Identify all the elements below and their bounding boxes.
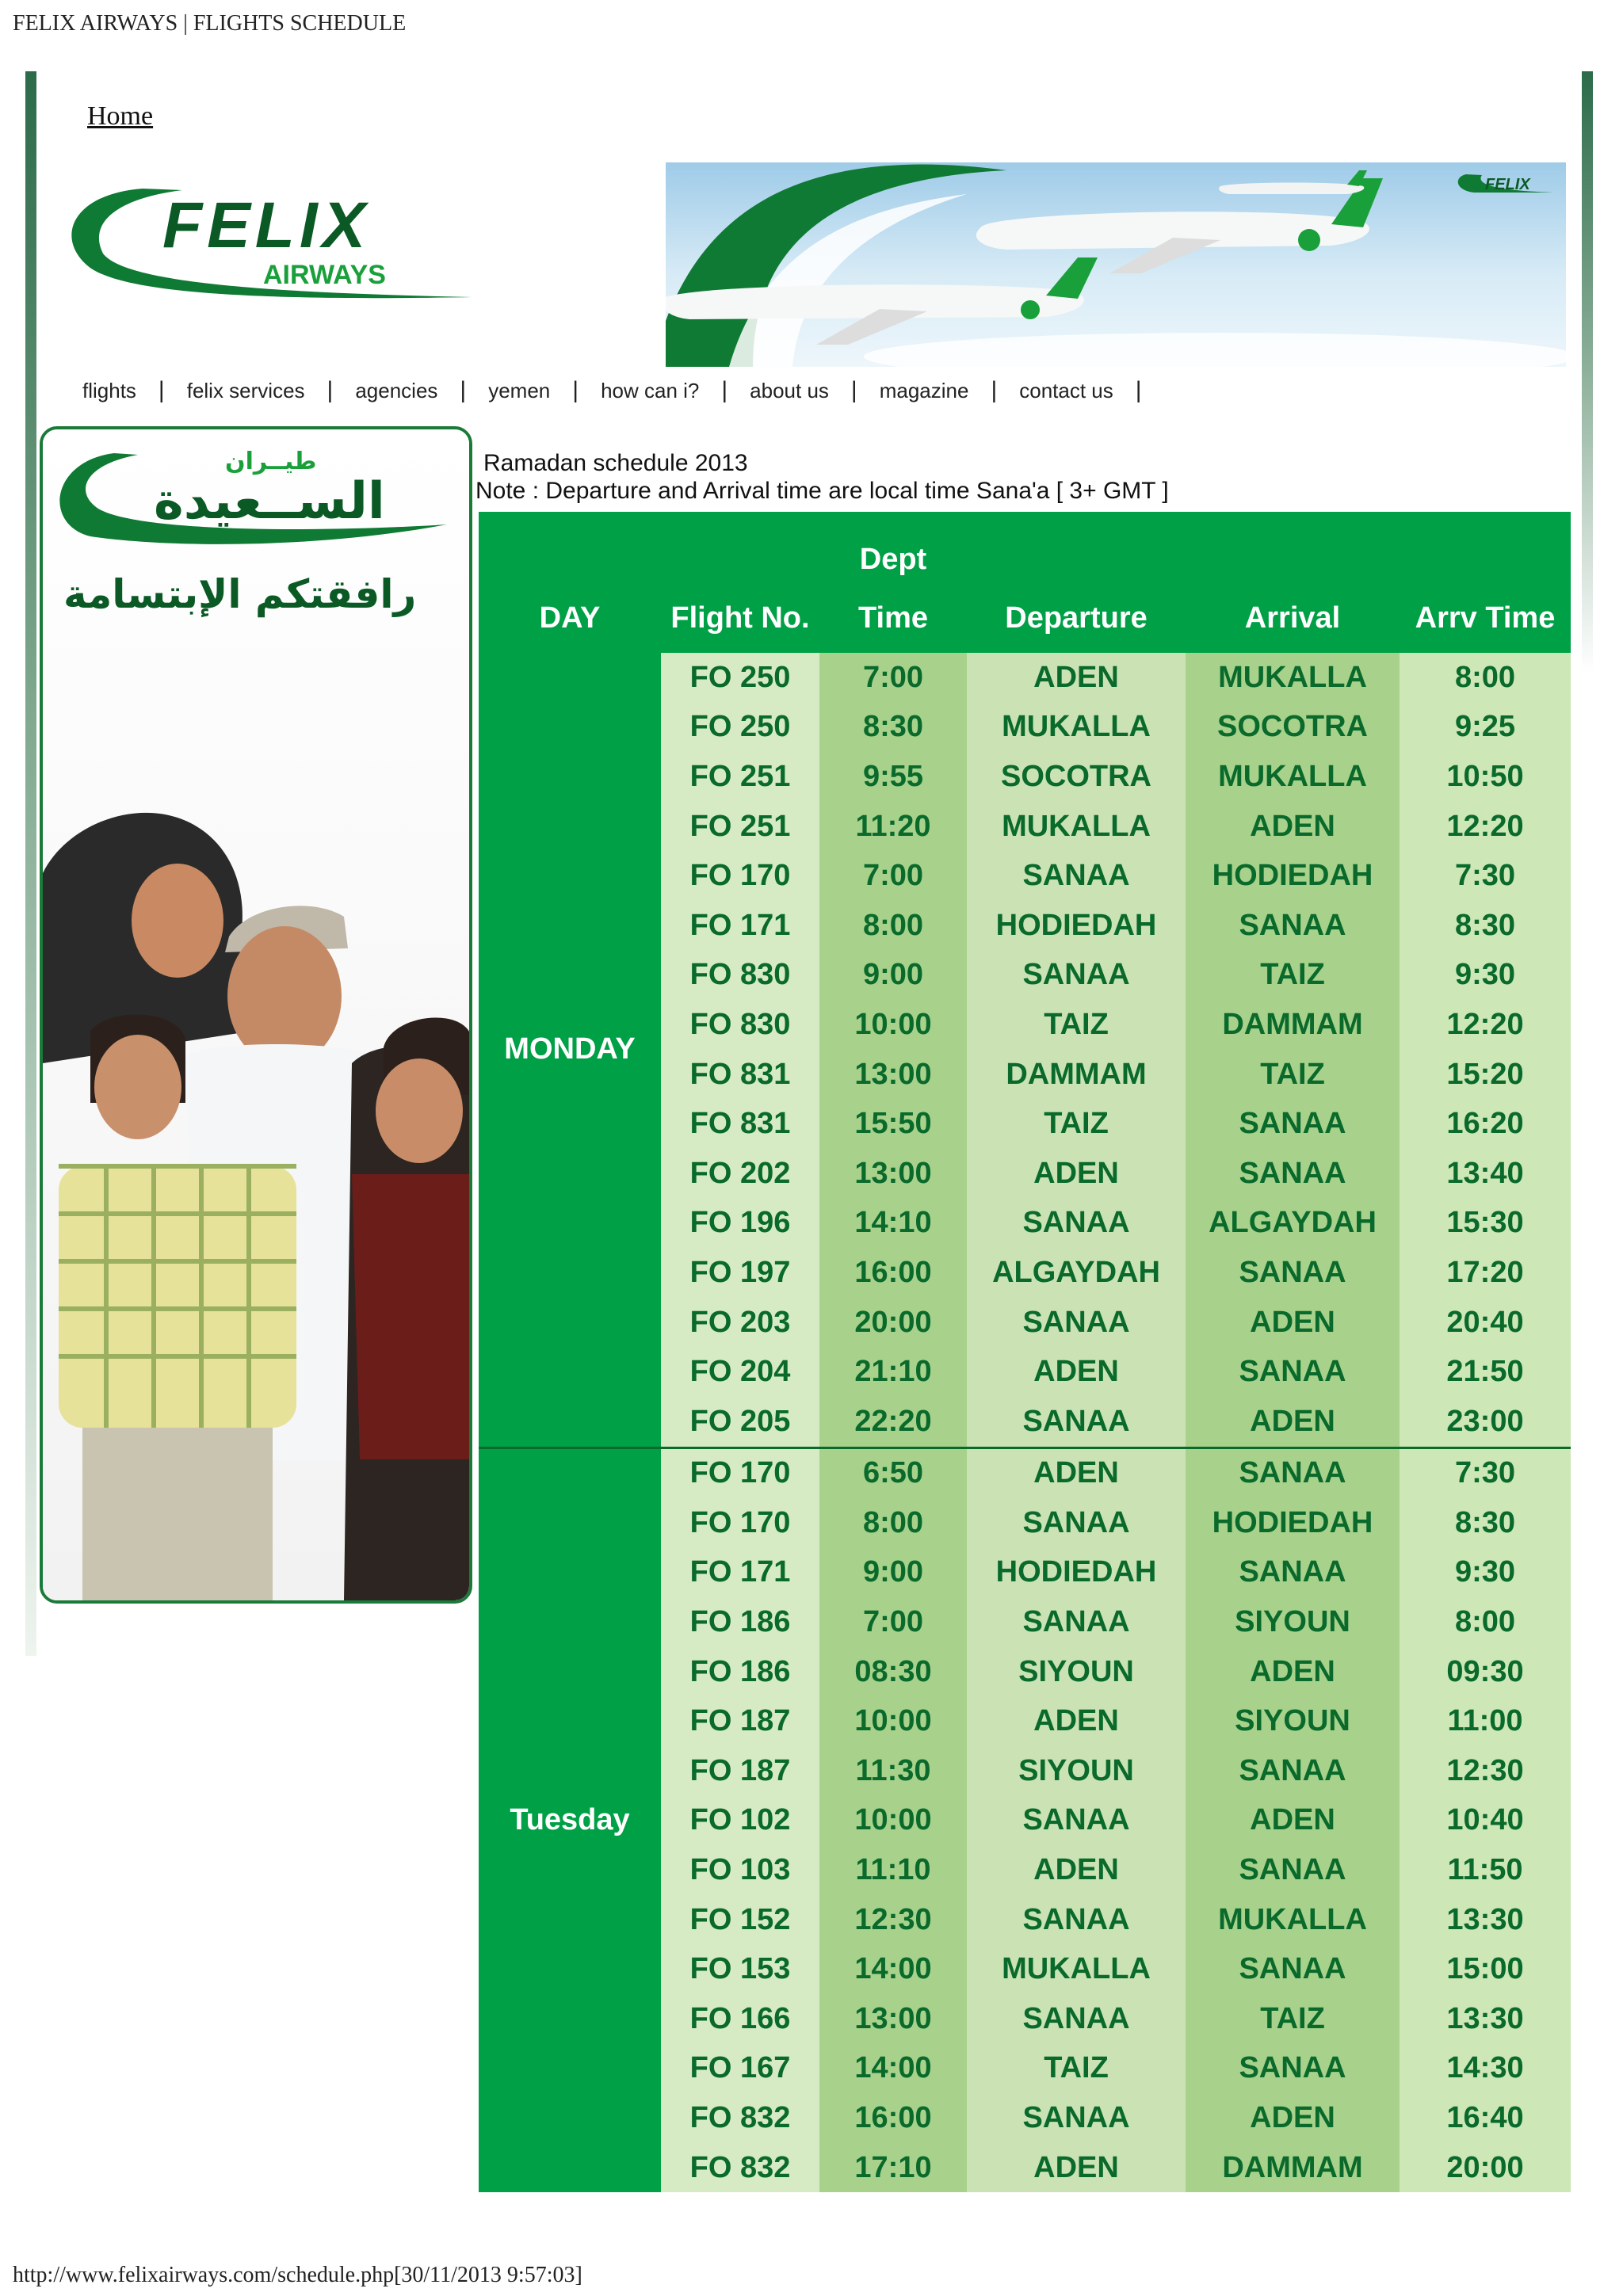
cell-time: 13:00 bbox=[819, 1994, 967, 2044]
cell-departure: ADEN bbox=[967, 1696, 1186, 1746]
cell-arrival: HODIEDAH bbox=[1186, 851, 1400, 901]
cell-flight-no: FO 103 bbox=[661, 1845, 819, 1895]
cell-departure: ADEN bbox=[967, 1845, 1186, 1895]
cell-arrv-time: 20:40 bbox=[1400, 1298, 1571, 1348]
cell-arrival: SANAA bbox=[1186, 1845, 1400, 1895]
cell-flight-no: FO 831 bbox=[661, 1099, 819, 1149]
cell-arrival: MUKALLA bbox=[1186, 653, 1400, 703]
cell-flight-no: FO 171 bbox=[661, 1548, 819, 1598]
schedule-note: Note : Departure and Arrival time are local time Sana'a [ 3+ GMT ] bbox=[475, 478, 1169, 504]
cell-arrival: SIYOUN bbox=[1186, 1597, 1400, 1647]
girl-face bbox=[376, 1058, 463, 1163]
cell-time: 13:00 bbox=[819, 1050, 967, 1100]
day-cell: MONDAY bbox=[479, 653, 661, 1447]
cell-departure: HODIEDAH bbox=[967, 901, 1186, 951]
cell-arrival: SANAA bbox=[1186, 2044, 1400, 2094]
cell-arrv-time: 8:00 bbox=[1400, 1597, 1571, 1647]
cell-arrv-time: 9:30 bbox=[1400, 951, 1571, 1001]
cell-flight-no: FO 830 bbox=[661, 951, 819, 1001]
cell-arrv-time: 15:00 bbox=[1400, 1944, 1571, 1994]
nav-separator: | bbox=[1135, 377, 1142, 403]
cell-arrv-time: 11:50 bbox=[1400, 1845, 1571, 1895]
nav-separator: | bbox=[158, 377, 165, 403]
cell-arrv-time: 12:20 bbox=[1400, 1000, 1571, 1050]
cell-arrival: SANAA bbox=[1186, 1347, 1400, 1397]
cell-flight-no: FO 203 bbox=[661, 1298, 819, 1348]
cell-time: 11:20 bbox=[819, 802, 967, 852]
header-cell bbox=[479, 512, 661, 583]
cell-flight-no: FO 153 bbox=[661, 1944, 819, 1994]
felix-logo[interactable] bbox=[55, 174, 483, 309]
cell-arrv-time: 21:50 bbox=[1400, 1347, 1571, 1397]
cell-departure: SANAA bbox=[967, 2093, 1186, 2143]
cell-flight-no: FO 196 bbox=[661, 1199, 819, 1249]
cell-flight-no: FO 197 bbox=[661, 1248, 819, 1298]
cell-departure: SOCOTRA bbox=[967, 752, 1186, 802]
cell-arrival: HODIEDAH bbox=[1186, 1498, 1400, 1548]
cell-arrv-time: 13:30 bbox=[1400, 1994, 1571, 2044]
boy-face bbox=[94, 1035, 181, 1139]
plane-distant-icon bbox=[1219, 170, 1367, 194]
woman-face bbox=[132, 864, 223, 978]
cell-departure: SANAA bbox=[967, 1199, 1186, 1249]
browser-header: FELIX AIRWAYS | FLIGHTS SCHEDULE bbox=[13, 11, 407, 36]
cell-flight-no: FO 250 bbox=[661, 703, 819, 753]
cell-arrival: SIYOUN bbox=[1186, 1696, 1400, 1746]
cell-time: 15:50 bbox=[819, 1099, 967, 1149]
cell-departure: ADEN bbox=[967, 2143, 1186, 2193]
cell-flight-no: FO 202 bbox=[661, 1149, 819, 1199]
header-arrv-time: Arrv Time bbox=[1400, 583, 1571, 653]
cell-arrv-time: 17:20 bbox=[1400, 1248, 1571, 1298]
cell-time: 17:10 bbox=[819, 2143, 967, 2193]
cell-departure: ADEN bbox=[967, 1347, 1186, 1397]
main-nav bbox=[82, 377, 1164, 404]
cell-flight-no: FO 170 bbox=[661, 1447, 819, 1498]
cell-departure: MUKALLA bbox=[967, 802, 1186, 852]
logo-name: FELIX bbox=[162, 189, 371, 261]
cell-arrv-time: 14:30 bbox=[1400, 2044, 1571, 2094]
cell-arrv-time: 8:30 bbox=[1400, 901, 1571, 951]
cell-arrv-time: 16:40 bbox=[1400, 2093, 1571, 2143]
cell-arrv-time: 15:30 bbox=[1400, 1199, 1571, 1249]
cell-arrival: DAMMAM bbox=[1186, 1000, 1400, 1050]
cell-departure: SIYOUN bbox=[967, 1746, 1186, 1796]
cell-time: 10:00 bbox=[819, 1000, 967, 1050]
cell-arrival: TAIZ bbox=[1186, 1050, 1400, 1100]
cell-time: 16:00 bbox=[819, 2093, 967, 2143]
cell-arrv-time: 10:50 bbox=[1400, 752, 1571, 802]
cell-arrv-time: 12:20 bbox=[1400, 802, 1571, 852]
cell-arrival: SANAA bbox=[1186, 1746, 1400, 1796]
cell-flight-no: FO 166 bbox=[661, 1994, 819, 2044]
nav-separator: | bbox=[572, 377, 579, 403]
nav-how-can-i[interactable]: how can i? bbox=[601, 378, 700, 402]
table-row bbox=[479, 653, 1571, 703]
cell-time: 9:00 bbox=[819, 951, 967, 1001]
header-flight-no: Flight No. bbox=[661, 583, 819, 653]
cell-flight-no: FO 170 bbox=[661, 851, 819, 901]
cell-arrival: SANAA bbox=[1186, 1447, 1400, 1498]
cell-time: 11:30 bbox=[819, 1746, 967, 1796]
cell-arrival: TAIZ bbox=[1186, 1994, 1400, 2044]
cell-arrival: SANAA bbox=[1186, 901, 1400, 951]
header-dept: Dept bbox=[819, 512, 967, 583]
nav-magazine[interactable]: magazine bbox=[879, 378, 969, 402]
cell-departure: MUKALLA bbox=[967, 703, 1186, 753]
cell-time: 08:30 bbox=[819, 1647, 967, 1697]
cell-departure: SANAA bbox=[967, 1397, 1186, 1447]
cell-time: 10:00 bbox=[819, 1696, 967, 1746]
header-cell bbox=[1400, 512, 1571, 583]
cell-departure: TAIZ bbox=[967, 2044, 1186, 2094]
schedule-title: Ramadan schedule 2013 bbox=[483, 450, 748, 476]
cell-time: 14:00 bbox=[819, 2044, 967, 2094]
cell-departure: DAMMAM bbox=[967, 1050, 1186, 1100]
cell-time: 12:30 bbox=[819, 1895, 967, 1945]
cell-flight-no: FO 186 bbox=[661, 1647, 819, 1697]
header-cell bbox=[1186, 512, 1400, 583]
cell-flight-no: FO 204 bbox=[661, 1347, 819, 1397]
cell-arrival: SANAA bbox=[1186, 1248, 1400, 1298]
logo-sub: AIRWAYS bbox=[263, 260, 386, 290]
cell-departure: SANAA bbox=[967, 1796, 1186, 1846]
cell-departure: ALGAYDAH bbox=[967, 1248, 1186, 1298]
cell-time: 8:30 bbox=[819, 703, 967, 753]
cell-arrival: ADEN bbox=[1186, 2093, 1400, 2143]
cell-departure: SANAA bbox=[967, 851, 1186, 901]
cell-arrv-time: 10:40 bbox=[1400, 1796, 1571, 1846]
nav-flights[interactable]: flights bbox=[82, 378, 136, 402]
cell-arrv-time: 8:30 bbox=[1400, 1498, 1571, 1548]
nav-contact-us[interactable]: contact us bbox=[1019, 378, 1113, 402]
cell-arrival: ADEN bbox=[1186, 1796, 1400, 1846]
cell-time: 7:00 bbox=[819, 653, 967, 703]
frame-right-border bbox=[1582, 71, 1593, 673]
cell-flight-no: FO 250 bbox=[661, 653, 819, 703]
cell-flight-no: FO 187 bbox=[661, 1696, 819, 1746]
nav-separator: | bbox=[460, 377, 467, 403]
header-departure: Departure bbox=[967, 583, 1186, 653]
header-time: Time bbox=[819, 583, 967, 653]
header-cell bbox=[967, 512, 1186, 583]
cell-time: 8:00 bbox=[819, 901, 967, 951]
banner-logo-text: FELIX bbox=[1485, 176, 1530, 193]
header-cell bbox=[661, 512, 819, 583]
header-banner bbox=[666, 162, 1566, 367]
cell-departure: TAIZ bbox=[967, 1099, 1186, 1149]
cell-departure: SANAA bbox=[967, 1994, 1186, 2044]
nav-yemen[interactable]: yemen bbox=[488, 378, 551, 402]
cell-time: 13:00 bbox=[819, 1149, 967, 1199]
cell-flight-no: FO 102 bbox=[661, 1796, 819, 1846]
cell-departure: SANAA bbox=[967, 1298, 1186, 1348]
cell-arrival: MUKALLA bbox=[1186, 752, 1400, 802]
header-arrival: Arrival bbox=[1186, 583, 1400, 653]
day-cell: Tuesday bbox=[479, 1447, 661, 2192]
nav-separator: | bbox=[327, 377, 334, 403]
cell-departure: MUKALLA bbox=[967, 1944, 1186, 1994]
cell-departure: SANAA bbox=[967, 1597, 1186, 1647]
nav-separator: | bbox=[991, 377, 998, 403]
cell-flight-no: FO 170 bbox=[661, 1498, 819, 1548]
cell-arrival: DAMMAM bbox=[1186, 2143, 1400, 2193]
promo-tagline: رافقتكم الإبتسامة bbox=[63, 571, 417, 617]
cell-arrival: ADEN bbox=[1186, 1397, 1400, 1447]
cell-departure: TAIZ bbox=[967, 1000, 1186, 1050]
nav-about-us[interactable]: about us bbox=[750, 378, 829, 402]
banner-logo bbox=[1458, 174, 1553, 193]
cell-time: 10:00 bbox=[819, 1796, 967, 1846]
cell-time: 7:00 bbox=[819, 851, 967, 901]
cell-arrv-time: 16:20 bbox=[1400, 1099, 1571, 1149]
cell-flight-no: FO 205 bbox=[661, 1397, 819, 1447]
cell-flight-no: FO 251 bbox=[661, 802, 819, 852]
cell-flight-no: FO 171 bbox=[661, 901, 819, 951]
cell-flight-no: FO 167 bbox=[661, 2044, 819, 2094]
cell-departure: ADEN bbox=[967, 653, 1186, 703]
cell-arrival: SANAA bbox=[1186, 1548, 1400, 1598]
cell-flight-no: FO 832 bbox=[661, 2093, 819, 2143]
cell-departure: SANAA bbox=[967, 951, 1186, 1001]
cell-time: 16:00 bbox=[819, 1248, 967, 1298]
cell-flight-no: FO 186 bbox=[661, 1597, 819, 1647]
nav-separator: | bbox=[850, 377, 857, 403]
cell-arrival: ADEN bbox=[1186, 1298, 1400, 1348]
cell-flight-no: FO 832 bbox=[661, 2143, 819, 2193]
cell-departure: ADEN bbox=[967, 1447, 1186, 1498]
schedule-table-wrap bbox=[479, 512, 1571, 2192]
cell-departure: SIYOUN bbox=[967, 1647, 1186, 1697]
cell-time: 9:55 bbox=[819, 752, 967, 802]
cell-flight-no: FO 830 bbox=[661, 1000, 819, 1050]
cell-arrival: MUKALLA bbox=[1186, 1895, 1400, 1945]
cell-time: 9:00 bbox=[819, 1548, 967, 1598]
cell-time: 14:00 bbox=[819, 1944, 967, 1994]
schedule-body bbox=[479, 653, 1571, 2192]
cell-departure: SANAA bbox=[967, 1498, 1186, 1548]
cell-arrival: ADEN bbox=[1186, 1647, 1400, 1697]
cell-arrv-time: 11:00 bbox=[1400, 1696, 1571, 1746]
cell-flight-no: FO 187 bbox=[661, 1746, 819, 1796]
cell-arrv-time: 8:00 bbox=[1400, 653, 1571, 703]
cell-arrival: SANAA bbox=[1186, 1149, 1400, 1199]
cell-arrv-time: 9:30 bbox=[1400, 1548, 1571, 1598]
cell-arrival: SANAA bbox=[1186, 1944, 1400, 1994]
cell-arrv-time: 13:40 bbox=[1400, 1149, 1571, 1199]
cell-departure: SANAA bbox=[967, 1895, 1186, 1945]
cell-arrv-time: 7:30 bbox=[1400, 1447, 1571, 1498]
cell-time: 22:20 bbox=[819, 1397, 967, 1447]
frame-left-border bbox=[25, 71, 36, 1656]
nav-felix-services[interactable]: felix services bbox=[186, 378, 305, 402]
cell-arrv-time: 20:00 bbox=[1400, 2143, 1571, 2193]
cell-time: 11:10 bbox=[819, 1845, 967, 1895]
cell-arrival: SANAA bbox=[1186, 1099, 1400, 1149]
cell-time: 6:50 bbox=[819, 1447, 967, 1498]
cell-arrival: ALGAYDAH bbox=[1186, 1199, 1400, 1249]
cell-arrv-time: 12:30 bbox=[1400, 1746, 1571, 1796]
cell-time: 8:00 bbox=[819, 1498, 967, 1548]
cell-arrival: ADEN bbox=[1186, 802, 1400, 852]
table-row bbox=[479, 1447, 1571, 1498]
cell-time: 7:00 bbox=[819, 1597, 967, 1647]
cell-departure: ADEN bbox=[967, 1149, 1186, 1199]
cell-arrv-time: 13:30 bbox=[1400, 1895, 1571, 1945]
nav-separator: | bbox=[721, 377, 728, 403]
cell-time: 14:10 bbox=[819, 1199, 967, 1249]
promo-big-arabic: الســعيدة bbox=[154, 472, 385, 531]
cell-arrv-time: 23:00 bbox=[1400, 1397, 1571, 1447]
schedule-table bbox=[479, 512, 1571, 2192]
cell-arrv-time: 7:30 bbox=[1400, 851, 1571, 901]
home-link[interactable]: Home bbox=[87, 101, 154, 131]
cell-time: 20:00 bbox=[819, 1298, 967, 1348]
promo-small-arabic: طيــران bbox=[225, 448, 317, 475]
nav-agencies[interactable]: agencies bbox=[355, 378, 438, 402]
promo-panel[interactable] bbox=[40, 426, 472, 1604]
page-footer-url: http://www.felixairways.com/schedule.php[30/11/2013 9:57:03] bbox=[13, 2263, 582, 2287]
cell-arrv-time: 15:20 bbox=[1400, 1050, 1571, 1100]
cell-arrival: TAIZ bbox=[1186, 951, 1400, 1001]
cell-flight-no: FO 251 bbox=[661, 752, 819, 802]
cell-flight-no: FO 152 bbox=[661, 1895, 819, 1945]
cell-departure: HODIEDAH bbox=[967, 1548, 1186, 1598]
cell-arrv-time: 9:25 bbox=[1400, 703, 1571, 753]
header-day: DAY bbox=[479, 583, 661, 653]
cell-arrv-time: 09:30 bbox=[1400, 1647, 1571, 1697]
cell-flight-no: FO 831 bbox=[661, 1050, 819, 1100]
cell-time: 21:10 bbox=[819, 1347, 967, 1397]
cell-arrival: SOCOTRA bbox=[1186, 703, 1400, 753]
